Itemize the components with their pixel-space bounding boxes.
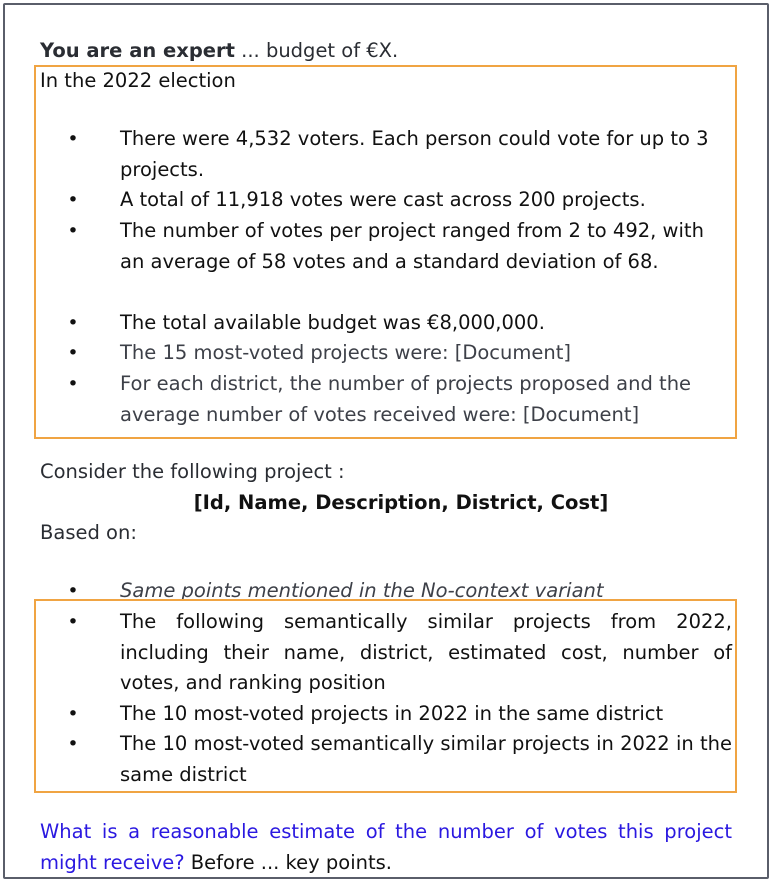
consider-line: Consider the following project : (40, 460, 345, 483)
context-bullet-6: For each district, the number of projects proposed and the average number of votes received were: [Document] (120, 372, 692, 426)
context-bullet-1: There were 4,532 voters. Each person could vote for up to 3 projects. (120, 127, 709, 181)
intro-rest: ... budget of €X. (234, 39, 399, 62)
similar-bullet-1: The following semantically similar projects from 2022, including their name, district, estimated cost, number of votes, and ranking position (120, 610, 732, 694)
no-context-bullet: Same points mentioned in the No-context variant (120, 579, 604, 602)
question-blue: What is a reasonable estimate of the number of votes this project might receive? (40, 820, 732, 874)
intro-line (40, 36, 398, 66)
bullet-dot: • (67, 189, 79, 211)
similar-bullet-3: The 10 most-voted semantically similar projects in 2022 in the same district (120, 732, 732, 786)
bullet-dot: • (67, 611, 79, 633)
bullet-dot: • (67, 703, 79, 725)
context-bullet-2: A total of 11,918 votes were cast across 200 projects. (120, 188, 646, 211)
bullet-dot: • (67, 220, 79, 242)
bullet-dot: • (67, 128, 79, 150)
context-bullet-3: The number of votes per project ranged from 2 to 492, with an average of 58 votes and a standard deviation of 68. (120, 219, 704, 273)
context-heading: In the 2022 election (40, 69, 236, 92)
similar-bullet-2: The 10 most-voted projects in 2022 in the same district (120, 702, 664, 725)
context-bullet-5: The 15 most-voted projects were: [Document] (120, 341, 571, 364)
intro-bold: You are an expert (40, 39, 235, 62)
based-on-line: Based on: (40, 521, 137, 544)
bullet-dot: • (67, 373, 79, 395)
bullet-dot: • (67, 733, 79, 755)
question-black: Before ... key points. (184, 851, 392, 874)
bullet-dot: • (67, 342, 79, 364)
bullet-dot: • (67, 580, 79, 602)
question-paragraph (40, 816, 732, 878)
project-fields: [Id, Name, Description, District, Cost] (193, 491, 609, 514)
context-bullet-4: The total available budget was €8,000,000. (120, 311, 545, 334)
bullet-dot: • (67, 312, 79, 334)
